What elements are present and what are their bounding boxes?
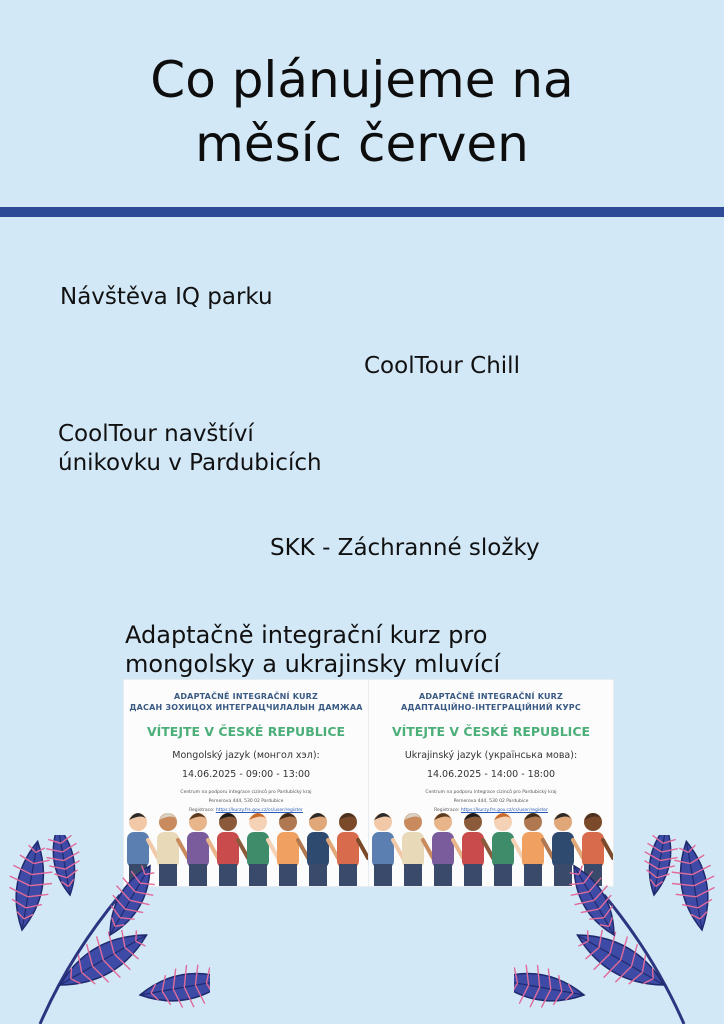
plan-item-escape-room-line-2: únikovku v Pardubicích — [58, 450, 322, 476]
title-divider — [0, 207, 724, 217]
page-title-line-2: měsíc červen — [195, 115, 529, 173]
page-title — [0, 48, 724, 176]
poster-info-registration — [369, 808, 613, 814]
plan-item-integration-course — [125, 621, 500, 679]
leaf-decoration-right-icon — [514, 835, 724, 1024]
poster-registration-link[interactable]: https://kurzy.frs.gov.cz/cs/user/register — [215, 808, 303, 813]
poster-heading: ADAPTAČNĚ INTEGRAČNÍ KURZ — [173, 692, 319, 701]
person-figure — [432, 813, 463, 886]
poster-info-address: Pernerova 444, 530 02 Pardubice — [208, 799, 284, 804]
person-figure — [217, 813, 248, 886]
poster-info-center: Centrum na podporu integrace cizinců pro Pardubický kraj — [425, 790, 557, 795]
leaf-decoration-left-icon — [0, 835, 210, 1024]
plan-item-integration-course-line-1: Adaptačně integrační kurz pro — [125, 621, 488, 649]
poster-subheading: АДАПТАЦІЙНО-ІНТЕГРАЦІЙНИЙ КУРС — [401, 703, 581, 712]
poster-info-center: Centrum na podporu integrace cizinců pro Pardubický kraj — [180, 790, 312, 795]
poster-info-registration — [124, 808, 368, 814]
person-figure — [307, 813, 338, 886]
plan-item-rescue-services: SKK - Záchranné složky — [270, 535, 540, 561]
poster-date: 14.06.2025 - 09:00 - 13:00 — [181, 769, 311, 780]
person-figure — [277, 813, 308, 886]
poster-welcome: VÍTEJTE V ČESKÉ REPUBLICE — [146, 724, 346, 739]
plan-item-integration-course-line-2: mongolsky a ukrajinsky mluvící — [125, 650, 501, 678]
poster-language: Mongolský jazyk (монгол хэл): — [172, 750, 320, 761]
person-figure — [462, 813, 493, 886]
poster-welcome: VÍTEJTE V ČESKÉ REPUBLICE — [391, 724, 591, 739]
person-figure — [372, 813, 403, 886]
plan-item-cooltour-chill: CoolTour Chill — [364, 353, 520, 379]
poster-date: 14.06.2025 - 14:00 - 18:00 — [426, 769, 556, 780]
poster-language: Ukrajinský jazyk (українська мова): — [404, 750, 578, 761]
plan-item-iq-park: Návštěva IQ parku — [60, 284, 273, 310]
poster-subheading: ДАСАН ЗОХИЦОХ ИНТЕГРАЦЧИЛАЛЫН ДАМЖАА — [129, 703, 363, 712]
plan-item-escape-room — [58, 420, 322, 478]
poster-registration-link[interactable]: https://kurzy.frs.gov.cz/cs/user/register — [460, 808, 548, 813]
person-figure — [247, 813, 278, 886]
person-figure — [337, 813, 368, 886]
person-figure — [402, 813, 433, 886]
page-title-line-1: Co plánujeme na — [150, 51, 574, 109]
poster-registration-label: Registrace: — [434, 808, 460, 813]
poster-registration-label: Registrace: — [189, 808, 215, 813]
poster-heading: ADAPTAČNĚ INTEGRAČNÍ KURZ — [418, 692, 564, 701]
plan-item-escape-room-line-1: CoolTour navštíví — [58, 421, 254, 447]
poster-info-address: Pernerova 444, 530 02 Pardubice — [453, 799, 529, 804]
